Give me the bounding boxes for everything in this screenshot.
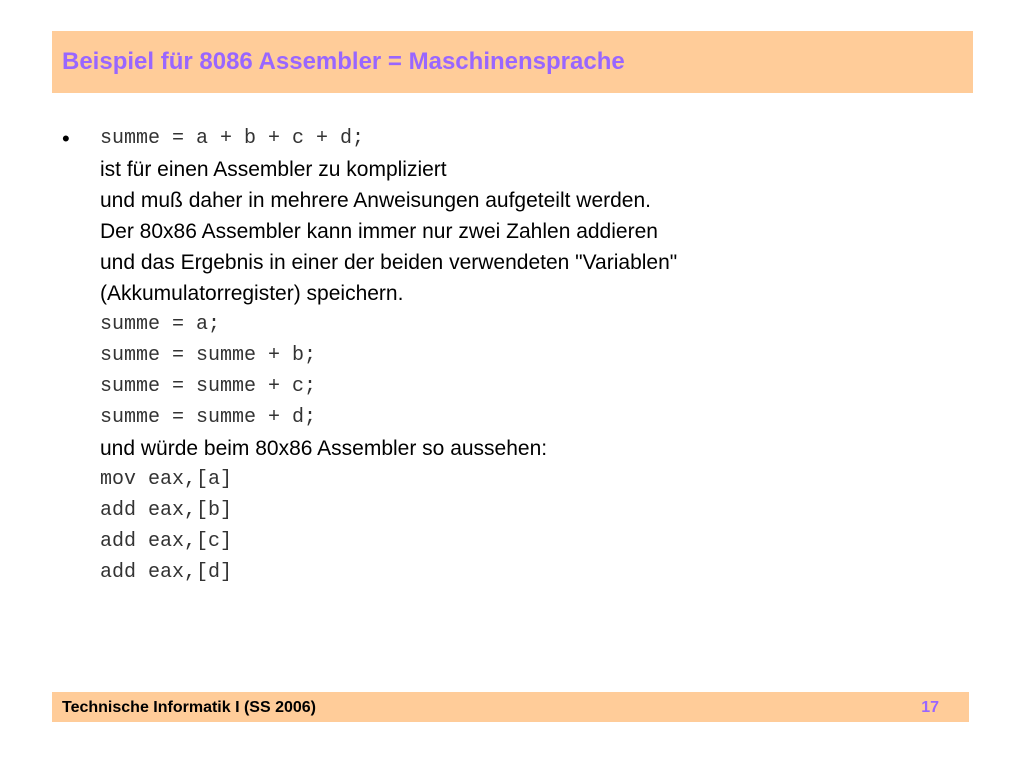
text-line: ist für einen Assembler zu kompliziert [100, 158, 447, 181]
text-line: Der 80x86 Assembler kann immer nur zwei Zahlen addieren [100, 220, 658, 243]
code-line: add eax,[d] [100, 561, 233, 584]
code-line: add eax,[b] [100, 499, 233, 522]
title-bar [52, 31, 973, 93]
code-line: mov eax,[a] [100, 468, 233, 491]
code-line: summe = summe + d; [100, 406, 317, 429]
footer-bar [52, 692, 969, 722]
page-number: 17 [921, 699, 939, 716]
text-line: und das Ergebnis in einer der beiden verwendeten "Variablen" [100, 251, 678, 274]
code-line: summe = summe + c; [100, 375, 317, 398]
text-line: (Akkumulatorregister) speichern. [100, 282, 404, 305]
text-line: und würde beim 80x86 Assembler so aussehen: [100, 437, 548, 460]
bullet-marker: • [62, 126, 70, 151]
bullet-content [100, 123, 960, 588]
course-name: Technische Informatik I (SS 2006) [62, 699, 317, 716]
code-line: summe = summe + b; [100, 344, 317, 367]
code-line: add eax,[c] [100, 530, 233, 553]
code-line: summe = a; [100, 313, 221, 336]
text-line: und muß daher in mehrere Anweisungen aufgeteilt werden. [100, 189, 652, 212]
slide-title: Beispiel für 8086 Assembler = Maschinensprache [62, 48, 625, 75]
code-line: summe = a + b + c + d; [100, 127, 365, 150]
